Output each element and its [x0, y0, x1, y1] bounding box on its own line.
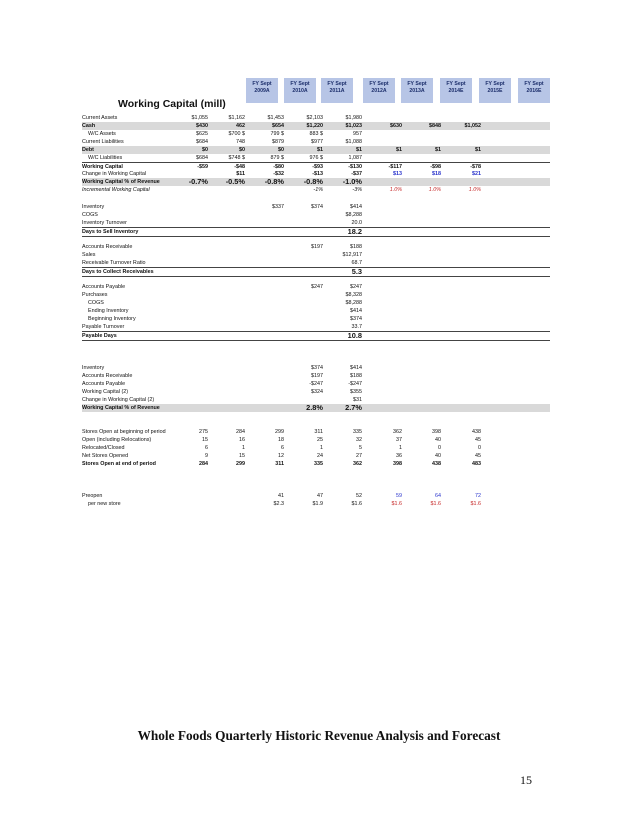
row-label: Accounts Receivable: [82, 243, 133, 250]
table-cell: 15: [239, 453, 245, 460]
table-cell: 59: [396, 493, 402, 500]
table-row: [82, 436, 550, 444]
table-row: [82, 388, 550, 396]
table-cell: 64: [435, 493, 441, 500]
table-cell: 1.0%: [389, 187, 402, 194]
table-cell: 2.8%: [306, 402, 323, 412]
table-row: [82, 444, 550, 452]
table-cell: $8,328: [345, 292, 362, 299]
row-label: Beginning Inventory: [82, 316, 136, 323]
table-cell: 24: [317, 453, 323, 460]
table-row: [82, 291, 550, 299]
table-cell: $748 $: [228, 155, 245, 162]
table-cell: -$80: [273, 164, 284, 171]
table-cell: $1: [435, 147, 441, 154]
column-header: FY Sept 2012A: [363, 78, 395, 103]
row-label: Change in Working Capital: [82, 171, 147, 178]
table-cell: 483: [472, 461, 481, 468]
table-row: [82, 323, 550, 331]
table-cell: 976 $: [309, 155, 323, 162]
table-cell: $414: [350, 308, 362, 315]
table-cell: 1.0%: [468, 187, 481, 194]
table-row: [82, 235, 550, 243]
table-cell: -0.7%: [188, 177, 208, 187]
table-cell: 0: [438, 445, 441, 452]
table-cell: -$117: [388, 164, 402, 171]
table-row: [82, 138, 550, 146]
table-cell: $374: [311, 203, 323, 210]
table-cell: 1: [320, 445, 323, 452]
table-cell: 299: [275, 428, 284, 435]
row-label: Days to Sell Inventory: [82, 228, 139, 235]
table-cell: $1,980: [345, 115, 362, 121]
table-cell: $977: [311, 139, 323, 146]
table-cell: 40: [435, 453, 441, 460]
table-row: [82, 299, 550, 307]
table-cell: 462: [236, 123, 245, 130]
table-cell: $1.6: [470, 501, 481, 508]
column-header: FY Sept 2011A: [321, 78, 353, 103]
table-cell: -1%: [313, 187, 323, 194]
figure-caption: Whole Foods Quarterly Historic Revenue Analysis and Forecast: [137, 728, 501, 743]
table-cell: 68.7: [351, 259, 362, 266]
table-cell: 5: [359, 445, 362, 452]
table-cell: -0.5%: [225, 177, 245, 187]
table-cell: -$13: [312, 171, 323, 178]
row-label: Relocated/Closed: [82, 445, 125, 452]
table-cell: 16: [239, 437, 245, 443]
table-cell: 33.7: [351, 324, 362, 331]
row-label: Inventory: [82, 364, 105, 371]
table-row: [82, 412, 550, 420]
table-cell: $21: [472, 171, 481, 178]
table-cell: $0: [278, 147, 284, 154]
table-cell: 25: [317, 437, 323, 443]
table-cell: 72: [475, 493, 481, 500]
table-row: [82, 315, 550, 323]
table-cell: 299: [236, 461, 245, 468]
table-cell: $2,103: [306, 115, 323, 121]
table-cell: 27: [356, 453, 362, 460]
page-number: 15: [520, 773, 532, 787]
table-row: [82, 219, 550, 227]
table-cell: 18: [278, 437, 284, 443]
table-cell: 12: [278, 453, 284, 460]
table-cell: $18: [432, 171, 441, 178]
table-cell: -3%: [352, 187, 362, 194]
table-cell: 335: [353, 428, 362, 435]
table-cell: 2.7%: [345, 402, 362, 412]
table-row: [82, 460, 550, 468]
table-cell: $1,052: [464, 123, 481, 130]
table-cell: $0: [202, 147, 208, 154]
table-cell: -$98: [430, 164, 441, 171]
table-cell: $654: [272, 123, 284, 130]
table-cell: 311: [275, 461, 284, 468]
table-cell: $684: [196, 155, 208, 162]
table-cell: $188: [350, 243, 362, 250]
row-label: Preopen: [82, 493, 103, 500]
table-cell: 45: [475, 453, 481, 460]
table-cell: 275: [199, 428, 208, 435]
table-cell: 0: [478, 445, 481, 452]
table-cell: $1.9: [312, 501, 323, 508]
table-row: [82, 307, 550, 315]
row-label: Debt: [82, 147, 94, 154]
table-row: [82, 122, 550, 130]
row-label: Incremental Working Capital: [82, 187, 150, 194]
row-label: Accounts Payable: [82, 284, 126, 291]
table-cell: 311: [314, 428, 323, 435]
column-header: FY Sept 2013A: [401, 78, 433, 103]
row-label: Inventory Turnover: [82, 219, 127, 226]
row-label: COGS: [82, 300, 104, 307]
table-cell: $12,917: [342, 251, 362, 258]
table-row: [82, 452, 550, 460]
column-header: FY Sept 2016E: [518, 78, 550, 103]
table-row: [82, 484, 550, 492]
row-label: Current Liabilities: [82, 139, 124, 146]
row-label: COGS: [82, 211, 98, 218]
table-cell: 52: [356, 493, 362, 500]
table-cell: 36: [396, 453, 402, 460]
row-label: Stores Open at beginning of period: [82, 428, 166, 435]
table-cell: -$93: [312, 164, 323, 171]
row-label: W/C Assets: [82, 131, 116, 138]
table-cell: 748: [236, 139, 245, 146]
table-row: [82, 492, 550, 500]
table-cell: -$247: [309, 380, 323, 387]
column-header: FY Sept 2014E: [440, 78, 472, 103]
table-cell: $1.6: [391, 501, 402, 508]
table-cell: $879: [272, 139, 284, 146]
table-row: [82, 356, 550, 364]
column-header: FY Sept 2015E: [479, 78, 511, 103]
row-label: Net Stores Opened: [82, 453, 129, 460]
table-cell: $2.3: [273, 501, 284, 508]
table-cell: -$59: [197, 164, 208, 171]
row-label: Stores Open at end of period: [82, 461, 156, 468]
table-row: [82, 243, 550, 251]
table-cell: -$130: [348, 164, 362, 171]
table-row: [82, 195, 550, 203]
table-cell: $324: [311, 388, 323, 395]
table-cell: $374: [311, 364, 323, 371]
row-label: Ending Inventory: [82, 308, 129, 315]
table-cell: $1,088: [345, 139, 362, 146]
table-cell: -$247: [348, 380, 362, 387]
table-cell: 15: [202, 437, 208, 443]
table-cell: 799 $: [270, 131, 284, 138]
table-cell: $374: [350, 316, 362, 323]
table-cell: 1.0%: [428, 187, 441, 194]
table-cell: 41: [278, 493, 284, 500]
table-row: [82, 347, 550, 355]
row-label: Payable Days: [82, 333, 117, 340]
table-cell: -$37: [351, 171, 362, 178]
row-label: Sales: [82, 251, 96, 258]
table-cell: -0.8%: [264, 177, 284, 187]
column-header: FY Sept 2009A: [246, 78, 278, 103]
table-cell: $247: [350, 284, 362, 291]
table-cell: 45: [475, 437, 481, 443]
table-row: [82, 178, 550, 186]
row-label: Working Capital % of Revenue: [82, 404, 160, 411]
table-cell: 6: [205, 445, 208, 452]
row-label: Cash: [82, 123, 96, 130]
table-cell: $1: [356, 147, 362, 154]
table-cell: 438: [432, 461, 441, 468]
table-cell: $1,453: [267, 115, 284, 121]
table-row: [82, 404, 550, 412]
row-label: Purchases: [82, 292, 108, 299]
table-cell: -0.8%: [303, 177, 323, 187]
table-cell: $355: [350, 388, 362, 395]
table-cell: -$32: [273, 171, 284, 178]
table-cell: $1.6: [351, 501, 362, 508]
table-row: [82, 283, 550, 291]
row-label: Payable Turnover: [82, 324, 125, 331]
table-cell: $1,023: [345, 123, 362, 130]
table-cell: 883 $: [309, 131, 323, 138]
table-cell: $197: [311, 372, 323, 379]
table-cell: $1: [317, 147, 323, 154]
table-cell: $1: [396, 147, 402, 154]
table-row: [82, 476, 550, 484]
table-cell: 5.3: [351, 266, 362, 276]
row-label: Open (including Relocations): [82, 437, 152, 443]
table-cell: $1.6: [430, 501, 441, 508]
table-cell: 40: [435, 437, 441, 443]
table-cell: 398: [393, 461, 402, 468]
table-cell: $31: [353, 396, 362, 403]
table-cell: $1,055: [191, 115, 208, 121]
table-cell: 879 $: [270, 155, 284, 162]
table-cell: $848: [429, 123, 441, 130]
table-cell: 6: [281, 445, 284, 452]
table-row: [82, 146, 550, 154]
table-row: [82, 251, 550, 259]
table-cell: -$48: [234, 164, 245, 171]
row-label: Working Capital (2): [82, 388, 129, 395]
row-label: Accounts Payable: [82, 380, 126, 387]
table-cell: 362: [393, 428, 402, 435]
table-cell: -1.0%: [342, 177, 362, 187]
table-row: [82, 275, 550, 283]
table-cell: 284: [199, 461, 208, 468]
row-label: Working Capital: [82, 164, 123, 171]
table-row: [82, 114, 550, 122]
table-cell: $1,220: [306, 123, 323, 130]
table-row: [82, 380, 550, 388]
table-row: [82, 203, 550, 211]
table-row: [82, 339, 550, 347]
table-cell: 398: [432, 428, 441, 435]
table-cell: $1,162: [228, 115, 245, 121]
table-cell: $247: [311, 284, 323, 291]
table-cell: 18.2: [347, 226, 362, 236]
table-row: [82, 500, 550, 508]
table-cell: $430: [196, 123, 208, 130]
row-label: Inventory: [82, 203, 105, 210]
table-cell: 37: [396, 437, 402, 443]
table-cell: $8,288: [345, 300, 362, 307]
table-cell: $8,288: [345, 211, 362, 218]
table-cell: 32: [356, 437, 362, 443]
row-label: per new store: [82, 501, 121, 508]
table-row: [82, 364, 550, 372]
table-cell: 362: [353, 461, 362, 468]
table-row: [82, 428, 550, 436]
table-cell: 9: [205, 453, 208, 460]
table-cell: $625: [196, 131, 208, 138]
table-cell: $11: [236, 171, 245, 178]
table-cell: -$78: [470, 164, 481, 171]
table-cell: $414: [350, 364, 362, 371]
column-header: FY Sept 2010A: [284, 78, 316, 103]
table-cell: $700 $: [228, 131, 245, 138]
table-row: [82, 259, 550, 267]
table-cell: $197: [311, 243, 323, 250]
table-title: Working Capital (mill): [118, 98, 226, 110]
row-label: Days to Collect Receivables: [82, 268, 154, 275]
table-cell: 10.8: [347, 331, 362, 341]
table-row: [82, 186, 550, 194]
row-label: Current Assets: [82, 115, 118, 121]
table-cell: 957: [353, 131, 362, 138]
table-cell: 1,087: [348, 155, 362, 162]
table-cell: $630: [390, 123, 402, 130]
row-label: Accounts Receivable: [82, 372, 133, 379]
table-cell: $337: [272, 203, 284, 210]
table-cell: $414: [350, 203, 362, 210]
table-cell: 438: [472, 428, 481, 435]
table-cell: 1: [399, 445, 402, 452]
table-cell: $684: [196, 139, 208, 146]
table-cell: 284: [236, 428, 245, 435]
table-cell: $1: [475, 147, 481, 154]
row-label: Working Capital % of Revenue: [82, 179, 160, 186]
table-row: [82, 372, 550, 380]
row-label: Receivable Turnover Ratio: [82, 259, 146, 266]
table-row: [82, 211, 550, 219]
table-cell: 335: [314, 461, 323, 468]
table-cell: $188: [350, 372, 362, 379]
table-cell: $13: [393, 171, 402, 178]
table-cell: $0: [239, 147, 245, 154]
table-cell: 20.0: [351, 219, 362, 226]
row-label: W/C Liabilities: [82, 155, 123, 162]
table-row: [82, 130, 550, 138]
table-row: [82, 154, 550, 162]
row-label: Change in Working Capital (2): [82, 396, 155, 403]
table-cell: 1: [242, 445, 245, 452]
table-row: [82, 420, 550, 428]
table-row: [82, 468, 550, 476]
working-capital-table: [82, 74, 550, 574]
table-cell: 47: [317, 493, 323, 500]
